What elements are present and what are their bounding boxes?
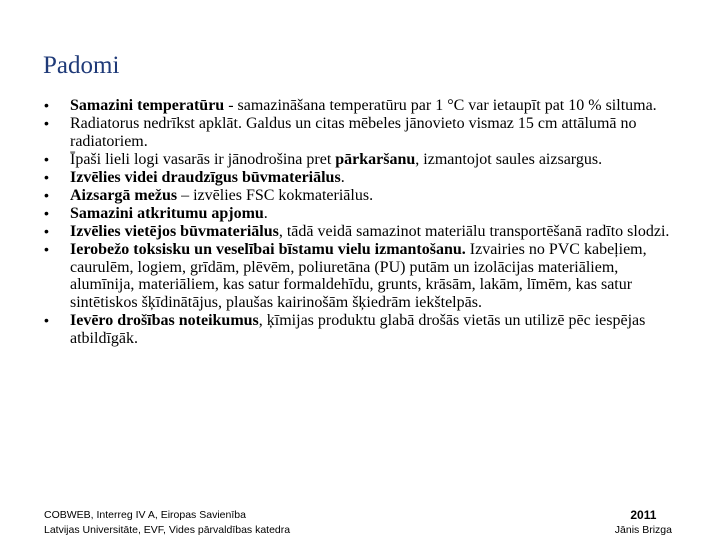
footer-project: COBWEB, Interreg IV A, Eiropas Savienība [44, 509, 246, 521]
footer-year: 2011 [630, 508, 657, 522]
bullet-bold: Izvēlies vietējos būvmateriālus [70, 223, 279, 241]
list-item [44, 187, 684, 205]
bullet-icon: • [44, 241, 49, 258]
footer-institution: Latvijas Universitāte, EVF, Vides pārvaldības katedra [44, 524, 291, 536]
list-item [44, 223, 684, 241]
bullet-text-pre: Īpaši lieli logi vasarās ir jānodrošina pret [70, 150, 336, 168]
bullet-text: - samazināšana temperatūru par 1 °C var ietaupīt pat 10 % siltuma. [224, 97, 657, 114]
bullet-icon: • [44, 205, 49, 222]
bullet-text: Izvairies no PVC kabeļiem, caurulēm, logiem, grīdām, plēvēm, poliuretāna (PU) putām un izolācijas materiāliem, alumīnija, materiāliem, kas satur formaldehīdu, grunts, krāsām, lakām, līmēm, kas satur sintētiskos šķīdinātājus, plaušas kairinošām šķiedrām iekštelpās. [70, 241, 647, 312]
footer-author-block [615, 508, 672, 538]
list-item [44, 205, 684, 223]
list-item [44, 97, 684, 115]
bullet-icon: • [44, 223, 49, 240]
bullet-bold: pārkaršanu [335, 150, 416, 168]
list-item [44, 151, 684, 169]
bullet-text: – izvēlies FSC kokmateriālus. [177, 186, 374, 204]
bullet-icon: • [44, 168, 49, 185]
tips-list [44, 97, 684, 348]
bullet-icon: • [44, 150, 49, 167]
bullet-text: , izmantojot saules aizsargus. [415, 150, 603, 168]
list-item [44, 169, 684, 187]
bullet-text: Radiatorus nedrīkst apklāt. Galdus un citas mēbeles jānovieto vismaz 15 cm attālumā no radiatoriem. [70, 115, 637, 150]
bullet-text: . [263, 205, 268, 223]
list-item [44, 312, 684, 347]
bullet-bold: Izvēlies videi draudzīgus būvmateriālus [70, 168, 341, 186]
bullet-bold: Ievēro drošības noteikumus [70, 312, 259, 330]
bullet-icon: • [44, 312, 49, 329]
bullet-bold: Aizsargā mežus [70, 186, 178, 204]
list-item [44, 115, 684, 150]
slide-title: Padomi [43, 52, 120, 79]
bullet-icon: • [44, 97, 49, 113]
footer-author: Jānis Brizga [614, 524, 672, 536]
footer-credits [44, 508, 290, 538]
bullet-bold: Ierobežo toksisku un veselībai bīstamu vielu izmantošanu. [70, 241, 466, 259]
bullet-icon: • [44, 186, 49, 203]
bullet-text: , ķīmijas produktu glabā drošās vietās un utilizē pēc iespējas atbildīgāk. [70, 312, 646, 347]
bullet-bold: Samazini temperatūru [70, 97, 225, 114]
bullet-text: . [340, 168, 345, 186]
list-item [44, 241, 684, 311]
bullet-icon: • [44, 115, 49, 132]
bullet-text: , tādā veidā samazinot materiālu transportēšanā radīto slodzi. [278, 223, 670, 241]
bullet-bold: Samazini atkritumu apjomu [70, 205, 264, 223]
